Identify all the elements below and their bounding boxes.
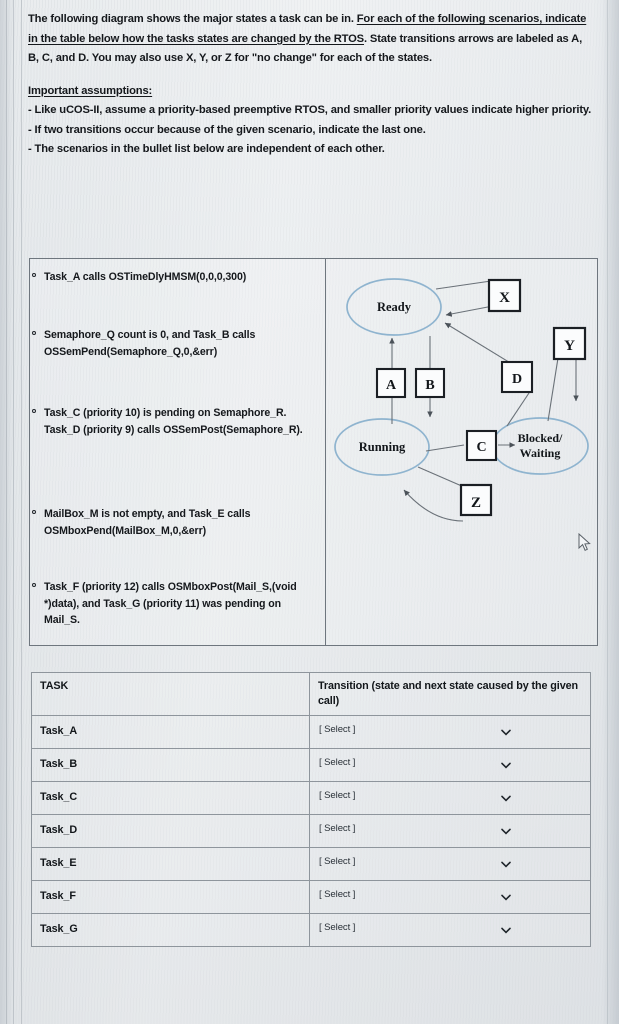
transition-select-cell[interactable] bbox=[310, 914, 591, 947]
scenario-text: MailBox_M is not empty, and Task_E calls OSMboxPend(MailBox_M,0,&err) bbox=[44, 508, 251, 537]
arrow-running-to-blocked bbox=[426, 445, 464, 451]
transition-label-box-d bbox=[502, 362, 532, 392]
transition-select-task-g[interactable]: [ Select ] bbox=[319, 922, 356, 933]
transition-label-box-y bbox=[554, 328, 585, 359]
task-name-cell: Task_E bbox=[32, 848, 310, 881]
state-label-running: Running bbox=[358, 440, 406, 454]
scenario-item-4 bbox=[44, 506, 316, 539]
chevron-down-icon[interactable] bbox=[501, 927, 511, 934]
transition-select-cell[interactable] bbox=[310, 815, 591, 848]
transition-select-cell[interactable] bbox=[310, 749, 591, 782]
scenario-text: Task_A calls OSTimeDlyHMSM(0,0,0,300) bbox=[44, 271, 247, 283]
transition-label-box-b bbox=[416, 369, 444, 397]
scenario-item-1 bbox=[44, 269, 316, 286]
bullet-icon bbox=[32, 273, 36, 277]
arrow-blocked-to-ready-head bbox=[445, 323, 512, 364]
bezel-line-1 bbox=[6, 0, 7, 1024]
assumption-item-1: - Like uCOS-II, assume a priority-based preemptive RTOS, and smaller priority values indicate higher priority. bbox=[28, 104, 592, 116]
scenario-text: Semaphore_Q count is 0, and Task_B calls OSSemPend(Semaphore_Q,0,&err) bbox=[44, 329, 256, 358]
transition-label-d: D bbox=[511, 372, 523, 387]
transition-label-y: Y bbox=[564, 338, 575, 354]
scenario-item-5 bbox=[44, 579, 316, 629]
state-node-running bbox=[335, 419, 429, 475]
table-row bbox=[32, 881, 591, 914]
transition-select-task-b[interactable]: [ Select ] bbox=[319, 757, 356, 768]
table-body bbox=[32, 716, 591, 947]
arrow-blocked-self-out bbox=[548, 358, 558, 421]
bullet-icon bbox=[32, 583, 36, 587]
transition-select-cell[interactable] bbox=[310, 782, 591, 815]
intro-underlined-instruction: For each of the following scenarios, indicate in the table below how the tasks states are changed by the RTOS bbox=[28, 13, 587, 45]
arrow-ready-self-in bbox=[446, 306, 493, 315]
chevron-down-icon[interactable] bbox=[501, 795, 511, 802]
intro-text-block bbox=[28, 10, 594, 160]
transition-label-box-a bbox=[377, 369, 405, 397]
chevron-down-icon[interactable] bbox=[501, 894, 511, 901]
bezel-line-3 bbox=[21, 0, 22, 1024]
transition-select-task-e[interactable]: [ Select ] bbox=[319, 856, 356, 867]
table-row bbox=[32, 716, 591, 749]
state-label-ready: Ready bbox=[376, 300, 412, 314]
transition-label-box-c bbox=[467, 431, 496, 460]
chevron-down-icon[interactable] bbox=[501, 729, 511, 736]
scenario-item-3 bbox=[44, 405, 316, 438]
assumptions-heading: Important assumptions: bbox=[28, 84, 153, 97]
transition-label-a: A bbox=[385, 378, 397, 393]
left-edge-shading bbox=[0, 0, 22, 1024]
transition-label-b: B bbox=[425, 378, 435, 393]
assumption-item-3: - The scenarios in the bullet list below are independent of each other. bbox=[28, 143, 385, 155]
state-node-ready bbox=[347, 279, 441, 335]
table-row bbox=[32, 749, 591, 782]
scenario-and-diagram-panel bbox=[29, 258, 598, 646]
table-row bbox=[32, 914, 591, 947]
transition-label-box-x bbox=[489, 280, 520, 311]
task-name-cell: Task_B bbox=[32, 749, 310, 782]
task-name-cell: Task_G bbox=[32, 914, 310, 947]
table-row bbox=[32, 815, 591, 848]
arrow-ready-self-out bbox=[436, 281, 491, 289]
table-header bbox=[32, 673, 591, 716]
task-state-diagram bbox=[326, 259, 597, 645]
transition-select-cell[interactable] bbox=[310, 881, 591, 914]
transition-label-z: Z bbox=[470, 495, 482, 511]
transition-label-c: C bbox=[476, 440, 487, 455]
intro-lead: The following diagram shows the major states a task can be in. bbox=[28, 13, 357, 25]
table-row bbox=[32, 782, 591, 815]
assumption-item-2: - If two transitions occur because of the given scenario, indicate the last one. bbox=[28, 123, 426, 136]
transition-select-task-a[interactable]: [ Select ] bbox=[319, 724, 356, 735]
bullet-icon bbox=[32, 510, 36, 514]
transition-select-task-c[interactable]: [ Select ] bbox=[319, 790, 356, 801]
transition-select-task-f[interactable]: [ Select ] bbox=[319, 889, 356, 900]
bezel-line-4 bbox=[607, 0, 608, 1024]
transition-select-task-d[interactable]: [ Select ] bbox=[319, 823, 356, 834]
scenario-text: Task_F (priority 12) calls OSMboxPost(Mail_S,(void *)data), and Task_G (priority 11) was pending on Mail_S. bbox=[44, 581, 297, 626]
table-row bbox=[32, 848, 591, 881]
chevron-down-icon[interactable] bbox=[501, 762, 511, 769]
arrow-running-self-in bbox=[404, 490, 463, 521]
transition-select-cell[interactable] bbox=[310, 716, 591, 749]
column-header-transition: Transition (state and next state caused by the given call) bbox=[310, 673, 591, 716]
column-header-task: TASK bbox=[32, 673, 310, 716]
scenario-list bbox=[30, 259, 325, 645]
scenario-item-2 bbox=[44, 327, 316, 360]
spacer-1 bbox=[28, 69, 594, 82]
transition-select-cell[interactable] bbox=[310, 848, 591, 881]
bezel-line-2 bbox=[13, 0, 14, 1024]
task-name-cell: Task_A bbox=[32, 716, 310, 749]
arrow-running-self-out bbox=[418, 467, 464, 487]
bullet-icon bbox=[32, 331, 36, 335]
intro-tail: . State transitions arrows are labeled as A, B, C, and D. You may also use X, Y, or Z for "no change" for each of the states. bbox=[28, 32, 583, 64]
state-label-blocked: Blocked/ bbox=[517, 431, 563, 445]
task-name-cell: Task_F bbox=[32, 881, 310, 914]
task-name-cell: Task_D bbox=[32, 815, 310, 848]
intro-paragraph bbox=[28, 10, 594, 69]
task-name-cell: Task_C bbox=[32, 782, 310, 815]
transition-label-box-z bbox=[461, 485, 491, 515]
chevron-down-icon[interactable] bbox=[501, 861, 511, 868]
transition-answer-table bbox=[31, 672, 591, 947]
chevron-down-icon[interactable] bbox=[501, 828, 511, 835]
bullet-icon bbox=[32, 409, 36, 413]
transition-label-x: X bbox=[499, 290, 510, 306]
state-node-blocked-waiting bbox=[492, 418, 588, 474]
table-header-row bbox=[32, 673, 591, 716]
state-label-waiting: Waiting bbox=[519, 446, 561, 460]
scenario-text: Task_C (priority 10) is pending on Semaphore_R. Task_D (priority 9) calls OSSemPost(Semaphore_R). bbox=[44, 407, 303, 436]
